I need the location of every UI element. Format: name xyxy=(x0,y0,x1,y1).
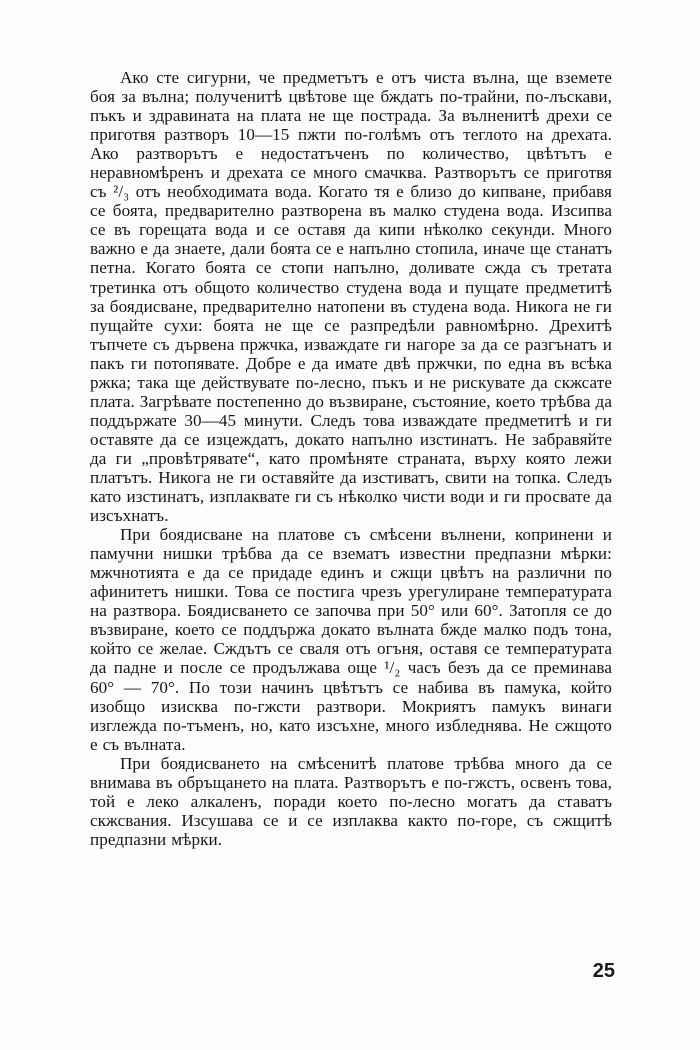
paragraph-mixed-fabrics-care: При боядисването на смѣсенитѣ платове трѣбва много да се внимава въ обръщането на плата. Разтворътъ е по-гжстъ, освенъ това, той е леко алкаленъ, поради което по-лесно могатъ да ставатъ скжсвания. Изсушава се и се изплаква както по-горе, съ сжщитѣ предпазни мѣрки. xyxy=(90,753,612,849)
paragraph-wool-dyeing: Ако сте сигурни, че предметътъ е отъ чиста вълна, ще вземете боя за вълна; полученитѣ цвѣтове ще бждатъ по-трайни, по-лъскави, пъкъ и здравината на плата не ще пострада. За вълненитѣ дрехи се приготвя разтворъ 10—15 пжти по-голѣмъ отъ теглото на дрехата. Ако разтворътъ е недостатъченъ по количество, цвѣтътъ е неравномѣренъ и дрехата се много смачква. Разтворътъ се приготвя съ ²/₃ отъ необходимата вода. Когато тя е близо до кипване, прибавя се боята, предварително разтворена въ малко студена вода. Изсипва се въ горещата вода и се оставя да кипи нѣколко секунди. Много важно е да знаете, дали боята се е напълно стопила, иначе ще станатъ петна. Когато боята се стопи напълно, доливате сжда съ третата третинка отъ общото количество студена вода и пущате предметитѣ за боядисване, предварително натопени въ студена вода. Никога не ги пущайте сухи: боята не ще се разпредѣли равномѣрно. Дрехитѣ тъпчете съ дървена пржчка, изваждате ги нагоре за да се разгънатъ и пакъ ги потопявате. Добре е да имате двѣ пржчки, по една въ всѣка ржка; така ще действувате по-лесно, пъкъ и не рискувате да скжсате плата. Загрѣвате постепенно до възвиране, състояние, което трѣбва да поддържате 30—45 минути. Следъ това изваждате предметитѣ и ги оставяте да се изцеждатъ, докато напълно изстинатъ. Не забравяйте да ги „провѣтрявате“, като промѣняте страната, върху която лежи платътъ. Никога не ги оставяйте да изстиватъ, свити на топка. Следъ като изстинатъ, изплаквате ги съ нѣколко чисти води и ги просвате да изсъхнатъ. xyxy=(90,68,612,526)
body-text xyxy=(90,68,612,849)
paragraph-mixed-fabrics: При боядисване на платове съ смѣсени вълнени, копринени и памучни нишки трѣбва да се взематъ известни предпазни мѣрки: мжчнотията е да се придаде единъ и сжщи цвѣтъ на различни по афинитетъ нишки. Това се постига чрезъ урегулиране температурата на разтвора. Боядисването се започва при 50° или 60°. Затопля се до възвиране, което се поддържа докато вълната бжде малко подъ тона, който се желае. Сждътъ се сваля отъ огъня, оставя се температурата да падне и после се продължава още ¹/₂ часъ безъ да се преминава 60° — 70°. По този начинъ цвѣтътъ се набива въ памука, който изобщо изисква по-гжсти разтвори. Мокриятъ памукъ винаги изглежда по-тъменъ, но, като изсъхне, много избледнява. Не сжщото е съ вълната. xyxy=(90,525,612,754)
page-number: 25 xyxy=(592,960,615,982)
